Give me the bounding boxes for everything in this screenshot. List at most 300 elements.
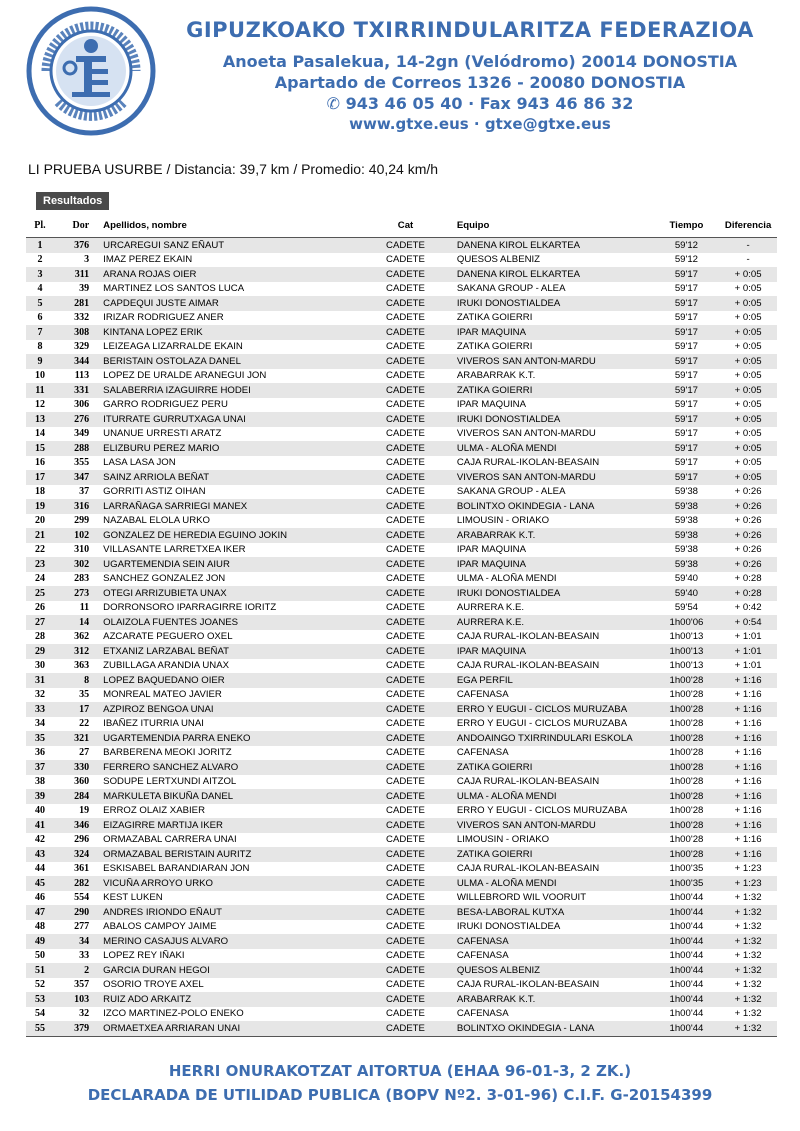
name-cell: VICUÑA ARROYO URKO <box>101 876 368 891</box>
table-row <box>26 238 777 253</box>
position-cell: 17 <box>26 470 54 485</box>
name-cell: SAINZ ARRIOLA BEÑAT <box>101 470 368 485</box>
time-cell: 59'40 <box>654 586 719 601</box>
category-cell: CADETE <box>386 631 425 643</box>
time-cell: 1h00'44 <box>654 934 719 949</box>
difference-cell: + 0:26 <box>734 486 762 498</box>
team-cell: AURRERA K.E. <box>456 602 525 614</box>
time-cell: 1h00'44 <box>669 892 704 904</box>
bib-cell: 347 <box>54 470 101 485</box>
name-cell: SANCHEZ GONZALEZ JON <box>103 573 226 585</box>
category-cell: CADETE <box>386 950 425 962</box>
table-row <box>26 963 777 978</box>
difference-cell: + 0:42 <box>734 602 762 614</box>
bib-cell: 346 <box>54 818 101 833</box>
table-row <box>26 891 777 906</box>
time-cell: 59'17 <box>674 457 699 469</box>
time-cell: 1h00'28 <box>669 805 704 817</box>
name-cell: IZCO MARTINEZ-POLO ENEKO <box>103 1008 244 1020</box>
name-cell: UNANUE URRESTI ARATZ <box>103 428 222 440</box>
position-cell: 15 <box>26 441 54 456</box>
category-cell: CADETE <box>368 760 443 775</box>
team-cell: CAFENASA <box>456 747 509 759</box>
bib-cell: 3 <box>84 254 90 266</box>
difference-cell: + 1:32 <box>734 921 762 933</box>
time-cell: 1h00'35 <box>654 876 719 891</box>
category-cell: CADETE <box>368 934 443 949</box>
table-row <box>26 934 777 949</box>
time-cell: 1h00'06 <box>654 615 719 630</box>
bib-cell: 102 <box>54 528 101 543</box>
position-cell: 53 <box>26 992 54 1007</box>
time-cell: 1h00'28 <box>654 818 719 833</box>
team-cell: SAKANA GROUP - ALEA <box>456 283 566 295</box>
position-cell: 3 <box>26 267 54 282</box>
table-row <box>26 702 777 717</box>
category-cell: CADETE <box>368 644 443 659</box>
bib-cell: 355 <box>74 457 90 469</box>
table-row <box>26 992 777 1007</box>
bib-cell: 332 <box>74 312 90 324</box>
name-cell: EIZAGIRRE MARTIJA IKER <box>101 818 368 833</box>
difference-cell: + 0:26 <box>734 515 762 527</box>
difference-cell: + 1:16 <box>719 818 777 833</box>
col-header-time: Tiempo <box>654 214 719 238</box>
difference-cell: + 0:05 <box>719 470 777 485</box>
time-cell: 1h00'44 <box>669 921 704 933</box>
name-cell: ZUBILLAGA ARANDIA UNAX <box>103 660 229 672</box>
team-cell: CAJA RURAL-IKOLAN-BEASAIN <box>456 457 600 469</box>
position-cell: 36 <box>34 747 45 759</box>
team-cell: ARABARRAK K.T. <box>443 992 654 1007</box>
time-cell: 1h00'28 <box>654 731 719 746</box>
name-cell: KEST LUKEN <box>103 892 163 904</box>
time-cell: 59'17 <box>674 399 699 411</box>
team-cell: WILLEBRORD WIL VOORUIT <box>456 892 587 904</box>
team-cell: ZATIKA GOIERRI <box>443 760 654 775</box>
name-cell: GONZALEZ DE HEREDIA EGUINO JOKIN <box>101 528 368 543</box>
time-cell: 1h00'35 <box>669 863 704 875</box>
category-cell: CADETE <box>386 689 425 701</box>
category-cell: CADETE <box>368 528 443 543</box>
difference-cell: + 1:01 <box>734 660 762 672</box>
difference-cell: + 1:32 <box>734 892 762 904</box>
category-cell: CADETE <box>368 992 443 1007</box>
position-cell: 4 <box>37 283 43 295</box>
name-cell: SALABERRIA IZAGUIRRE HODEI <box>101 383 368 398</box>
category-cell: CADETE <box>368 702 443 717</box>
name-cell: BERISTAIN OSTOLAZA DANEL <box>101 354 368 369</box>
category-cell: CADETE <box>368 789 443 804</box>
bib-cell: 19 <box>79 805 90 817</box>
time-cell: 1h00'28 <box>669 776 704 788</box>
bib-cell: 362 <box>74 631 90 643</box>
team-cell: IPAR MAQUINA <box>456 399 526 411</box>
results-table <box>26 214 777 1037</box>
team-cell: ZATIKA GOIERRI <box>443 847 654 862</box>
category-cell: CADETE <box>368 963 443 978</box>
position-cell: 19 <box>26 499 54 514</box>
difference-cell: + 0:05 <box>719 383 777 398</box>
team-cell: ULMA - ALOÑA MENDI <box>443 441 654 456</box>
position-cell: 20 <box>34 515 45 527</box>
category-cell: CADETE <box>386 283 425 295</box>
difference-cell: + 1:16 <box>734 776 762 788</box>
team-cell: IPAR MAQUINA <box>456 544 526 556</box>
team-cell: DANENA KIROL ELKARTEA <box>443 267 654 282</box>
table-row <box>26 804 777 819</box>
name-cell: MONREAL MATEO JAVIER <box>103 689 222 701</box>
table-row <box>26 1007 777 1022</box>
team-cell: VIVEROS SAN ANTON-MARDU <box>443 818 654 833</box>
position-cell: 9 <box>26 354 54 369</box>
name-cell: BARBERENA MEOKI JORITZ <box>103 747 232 759</box>
team-cell: ULMA - ALOÑA MENDI <box>456 573 557 585</box>
bib-cell: 344 <box>54 354 101 369</box>
name-cell: GARRO RODRIGUEZ PERU <box>103 399 228 411</box>
table-row <box>26 311 777 326</box>
team-cell: IRUKI DONOSTIALDEA <box>456 921 561 933</box>
table-row <box>26 441 777 456</box>
bib-cell: 554 <box>74 892 90 904</box>
name-cell: ABALOS CAMPOY JAIME <box>103 921 217 933</box>
time-cell: 1h00'28 <box>669 689 704 701</box>
time-cell: 1h00'28 <box>654 760 719 775</box>
team-cell: IRUKI DONOSTIALDEA <box>443 412 654 427</box>
table-row <box>26 325 777 340</box>
table-row <box>26 267 777 282</box>
difference-cell: - <box>719 238 777 253</box>
category-cell: CADETE <box>386 254 425 266</box>
time-cell: 59'17 <box>674 428 699 440</box>
position-cell: 10 <box>34 370 45 382</box>
footer-line-1: HERRI ONURAKOTZAT AITORTUA (EHAA 96-01-3, 2 ZK.) <box>168 1062 632 1080</box>
difference-cell: + 0:05 <box>719 296 777 311</box>
time-cell: 1h00'28 <box>654 789 719 804</box>
difference-cell: + 1:01 <box>719 644 777 659</box>
bib-cell: 379 <box>54 1021 101 1036</box>
name-cell: LEIZEAGA LIZARRALDE EKAIN <box>103 341 243 353</box>
category-cell: CADETE <box>368 470 443 485</box>
bib-cell: 277 <box>74 921 90 933</box>
position-cell: 54 <box>34 1008 45 1020</box>
bib-cell: 35 <box>79 689 90 701</box>
category-cell: CADETE <box>386 921 425 933</box>
name-cell: LARRAÑAGA SARRIEGI MANEX <box>101 499 368 514</box>
bib-cell: 113 <box>74 370 90 382</box>
team-cell: ZATIKA GOIERRI <box>456 312 533 324</box>
category-cell: CADETE <box>368 354 443 369</box>
time-cell: 59'17 <box>654 296 719 311</box>
table-row <box>26 789 777 804</box>
difference-cell: + 0:26 <box>719 557 777 572</box>
name-cell: RUIZ ADO ARKAITZ <box>101 992 368 1007</box>
table-row <box>26 673 777 688</box>
tab-resultados[interactable]: Resultados <box>36 192 109 210</box>
time-cell: 59'17 <box>654 267 719 282</box>
time-cell: 59'40 <box>674 573 699 585</box>
time-cell: 59'17 <box>654 441 719 456</box>
table-row <box>26 905 777 920</box>
position-cell: 41 <box>26 818 54 833</box>
category-cell: CADETE <box>368 615 443 630</box>
team-cell: IRUKI DONOSTIALDEA <box>443 586 654 601</box>
category-cell: CADETE <box>386 573 425 585</box>
difference-cell: + 0:05 <box>734 312 762 324</box>
difference-cell: + 1:16 <box>719 760 777 775</box>
team-cell: IPAR MAQUINA <box>443 557 654 572</box>
bib-cell: 360 <box>74 776 90 788</box>
team-cell: BOLINTXO OKINDEGIA - LANA <box>443 499 654 514</box>
team-cell: ARABARRAK K.T. <box>443 528 654 543</box>
table-header-row <box>26 214 777 238</box>
team-cell: CAJA RURAL-IKOLAN-BEASAIN <box>456 776 600 788</box>
position-cell: 39 <box>26 789 54 804</box>
difference-cell: + 1:32 <box>719 963 777 978</box>
category-cell: CADETE <box>386 312 425 324</box>
letterhead <box>0 0 800 150</box>
bib-cell: 308 <box>54 325 101 340</box>
time-cell: 59'17 <box>674 341 699 353</box>
bib-cell: 306 <box>74 399 90 411</box>
bib-cell: 27 <box>79 747 90 759</box>
team-cell: IPAR MAQUINA <box>443 644 654 659</box>
table-row <box>26 601 777 616</box>
position-cell: 2 <box>37 254 43 266</box>
position-cell: 16 <box>34 457 45 469</box>
bib-cell: 312 <box>54 644 101 659</box>
position-cell: 51 <box>26 963 54 978</box>
table-row <box>26 383 777 398</box>
position-cell: 49 <box>26 934 54 949</box>
table-row <box>26 1021 777 1036</box>
bib-cell: 321 <box>54 731 101 746</box>
name-cell: GARCIA DURAN HEGOI <box>101 963 368 978</box>
bib-cell: 281 <box>54 296 101 311</box>
team-cell: ZATIKA GOIERRI <box>443 383 654 398</box>
name-cell: MARTINEZ LOS SANTOS LUCA <box>103 283 245 295</box>
time-cell: 1h00'28 <box>669 747 704 759</box>
category-cell: CADETE <box>386 602 425 614</box>
category-cell: CADETE <box>368 499 443 514</box>
category-cell: CADETE <box>386 892 425 904</box>
time-cell: 59'12 <box>674 254 699 266</box>
table-row <box>26 296 777 311</box>
bib-cell: 376 <box>54 238 101 253</box>
position-cell: 32 <box>34 689 45 701</box>
category-cell: CADETE <box>386 370 425 382</box>
category-cell: CADETE <box>386 805 425 817</box>
difference-cell: + 0:05 <box>719 325 777 340</box>
position-cell: 50 <box>34 950 45 962</box>
category-cell: CADETE <box>368 267 443 282</box>
difference-cell: + 1:32 <box>734 979 762 991</box>
bib-cell: 316 <box>54 499 101 514</box>
position-cell: 34 <box>34 718 45 730</box>
table-row <box>26 920 777 935</box>
category-cell: CADETE <box>386 718 425 730</box>
name-cell: SODUPE LERTXUNDI AITZOL <box>103 776 237 788</box>
difference-cell: + 1:16 <box>734 689 762 701</box>
category-cell: CADETE <box>386 399 425 411</box>
table-row <box>26 253 777 268</box>
difference-cell: + 1:16 <box>719 702 777 717</box>
team-cell: LIMOUSIN - ORIAKO <box>456 834 550 846</box>
category-cell: CADETE <box>368 325 443 340</box>
table-row <box>26 340 777 355</box>
position-cell: 44 <box>34 863 45 875</box>
table-row <box>26 499 777 514</box>
table-row <box>26 731 777 746</box>
bib-cell: 33 <box>79 950 90 962</box>
bib-cell: 11 <box>79 602 90 614</box>
position-cell: 26 <box>34 602 45 614</box>
name-cell: ARANA ROJAS OIER <box>101 267 368 282</box>
table-row <box>26 282 777 297</box>
bib-cell: 22 <box>79 718 90 730</box>
team-cell: CAJA RURAL-IKOLAN-BEASAIN <box>456 863 600 875</box>
bib-cell: 32 <box>79 1008 90 1020</box>
difference-cell: + 0:05 <box>734 341 762 353</box>
table-row <box>26 528 777 543</box>
difference-cell: + 1:16 <box>734 805 762 817</box>
name-cell: MARKULETA BIKUÑA DANEL <box>101 789 368 804</box>
category-cell: CADETE <box>368 238 443 253</box>
position-cell: 21 <box>26 528 54 543</box>
position-cell: 37 <box>26 760 54 775</box>
difference-cell: + 0:05 <box>734 457 762 469</box>
position-cell: 48 <box>34 921 45 933</box>
position-cell: 38 <box>34 776 45 788</box>
time-cell: 59'17 <box>654 383 719 398</box>
bib-cell: 17 <box>54 702 101 717</box>
position-cell: 6 <box>37 312 43 324</box>
position-cell: 30 <box>34 660 45 672</box>
category-cell: CADETE <box>368 876 443 891</box>
category-cell: CADETE <box>368 383 443 398</box>
difference-cell: + 0:05 <box>734 428 762 440</box>
difference-cell: + 0:26 <box>719 499 777 514</box>
team-cell: CAJA RURAL-IKOLAN-BEASAIN <box>456 979 600 991</box>
difference-cell: + 1:16 <box>719 673 777 688</box>
difference-cell: + 1:16 <box>719 731 777 746</box>
col-header-position: Pl. <box>26 214 54 238</box>
bib-cell: 310 <box>74 544 90 556</box>
team-cell: ERRO Y EUGUI - CICLOS MURUZABA <box>456 805 628 817</box>
difference-cell: + 0:05 <box>719 267 777 282</box>
position-cell: 5 <box>26 296 54 311</box>
phone-line: ✆ 943 46 05 40 · Fax 943 46 86 32 <box>326 94 634 113</box>
web-line: www.gtxe.eus · gtxe@gtxe.eus <box>349 115 611 133</box>
position-cell: 14 <box>34 428 45 440</box>
name-cell: LOPEZ REY IÑAKI <box>103 950 185 962</box>
name-cell: ANDRES IRIONDO EÑAUT <box>101 905 368 920</box>
table-row <box>26 485 777 500</box>
category-cell: CADETE <box>386 660 425 672</box>
name-cell: IMAZ PEREZ EKAIN <box>103 254 193 266</box>
bib-cell: 283 <box>74 573 90 585</box>
difference-cell: + 1:32 <box>719 905 777 920</box>
team-cell: SAKANA GROUP - ALEA <box>456 486 566 498</box>
difference-cell: + 1:23 <box>734 863 762 875</box>
time-cell: 59'17 <box>654 325 719 340</box>
time-cell: 59'17 <box>674 312 699 324</box>
name-cell: IBAÑEZ ITURRIA UNAI <box>103 718 204 730</box>
table-row <box>26 369 777 384</box>
po-box-line: Apartado de Correos 1326 - 20080 DONOSTIA <box>274 73 686 92</box>
name-cell: IRIZAR RODRIGUEZ ANER <box>103 312 224 324</box>
name-cell: LOPEZ BAQUEDANO OIER <box>101 673 368 688</box>
category-cell: CADETE <box>386 486 425 498</box>
team-cell: CAFENASA <box>456 950 509 962</box>
name-cell: UGARTEMENDIA SEIN AIUR <box>101 557 368 572</box>
race-title: LI PRUEBA USURBE / Distancia: 39,7 km / Promedio: 40,24 km/h <box>28 161 439 177</box>
bib-cell: 34 <box>54 934 101 949</box>
bib-cell: 329 <box>74 341 90 353</box>
bib-cell: 2 <box>54 963 101 978</box>
time-cell: 59'17 <box>654 470 719 485</box>
time-cell: 1h00'28 <box>654 702 719 717</box>
bib-cell: 8 <box>54 673 101 688</box>
difference-cell: + 1:01 <box>734 631 762 643</box>
position-cell: 40 <box>34 805 45 817</box>
bib-cell: 276 <box>54 412 101 427</box>
position-cell: 7 <box>26 325 54 340</box>
results-body <box>26 238 777 1037</box>
time-cell: 1h00'44 <box>654 905 719 920</box>
difference-cell: + 0:05 <box>719 412 777 427</box>
bib-cell: 311 <box>54 267 101 282</box>
table-row <box>26 412 777 427</box>
team-cell: ERRO Y EUGUI - CICLOS MURUZABA <box>456 718 628 730</box>
position-cell: 43 <box>26 847 54 862</box>
time-cell: 59'38 <box>674 486 699 498</box>
footer-line-2: DECLARADA DE UTILIDAD PUBLICA (BOPV Nº2. 3-01-96) C.I.F. G-20154399 <box>87 1086 713 1104</box>
position-cell: 23 <box>26 557 54 572</box>
category-cell: CADETE <box>368 412 443 427</box>
table-row <box>26 398 777 413</box>
table-row <box>26 746 777 761</box>
table-row <box>26 717 777 732</box>
table-row <box>26 354 777 369</box>
difference-cell: + 1:16 <box>734 747 762 759</box>
difference-cell: + 0:28 <box>719 586 777 601</box>
category-cell: CADETE <box>386 747 425 759</box>
team-cell: BOLINTXO OKINDEGIA - LANA <box>443 1021 654 1036</box>
difference-cell: - <box>746 254 750 266</box>
name-cell: MERINO CASAJUS ALVARO <box>101 934 368 949</box>
bib-cell: 39 <box>79 283 90 295</box>
bib-cell: 282 <box>54 876 101 891</box>
team-cell: QUESOS ALBENIZ <box>456 254 541 266</box>
team-cell: EGA PERFIL <box>443 673 654 688</box>
table-row <box>26 572 777 587</box>
name-cell: ORMAETXEA ARRIARAN UNAI <box>101 1021 368 1036</box>
time-cell: 59'17 <box>674 370 699 382</box>
category-cell: CADETE <box>368 296 443 311</box>
name-cell: UGARTEMENDIA PARRA ENEKO <box>101 731 368 746</box>
category-cell: CADETE <box>386 341 425 353</box>
name-cell: NAZABAL ELOLA URKO <box>103 515 210 527</box>
bib-cell: 288 <box>54 441 101 456</box>
table-row <box>26 659 777 674</box>
name-cell: OLAIZOLA FUENTES JOANES <box>101 615 368 630</box>
address-line: Anoeta Pasalekua, 14-2gn (Velódromo) 20014 DONOSTIA <box>222 52 738 71</box>
name-cell: VILLASANTE LARRETXEA IKER <box>103 544 246 556</box>
team-cell: QUESOS ALBENIZ <box>443 963 654 978</box>
difference-cell: + 0:54 <box>719 615 777 630</box>
bib-cell: 324 <box>54 847 101 862</box>
